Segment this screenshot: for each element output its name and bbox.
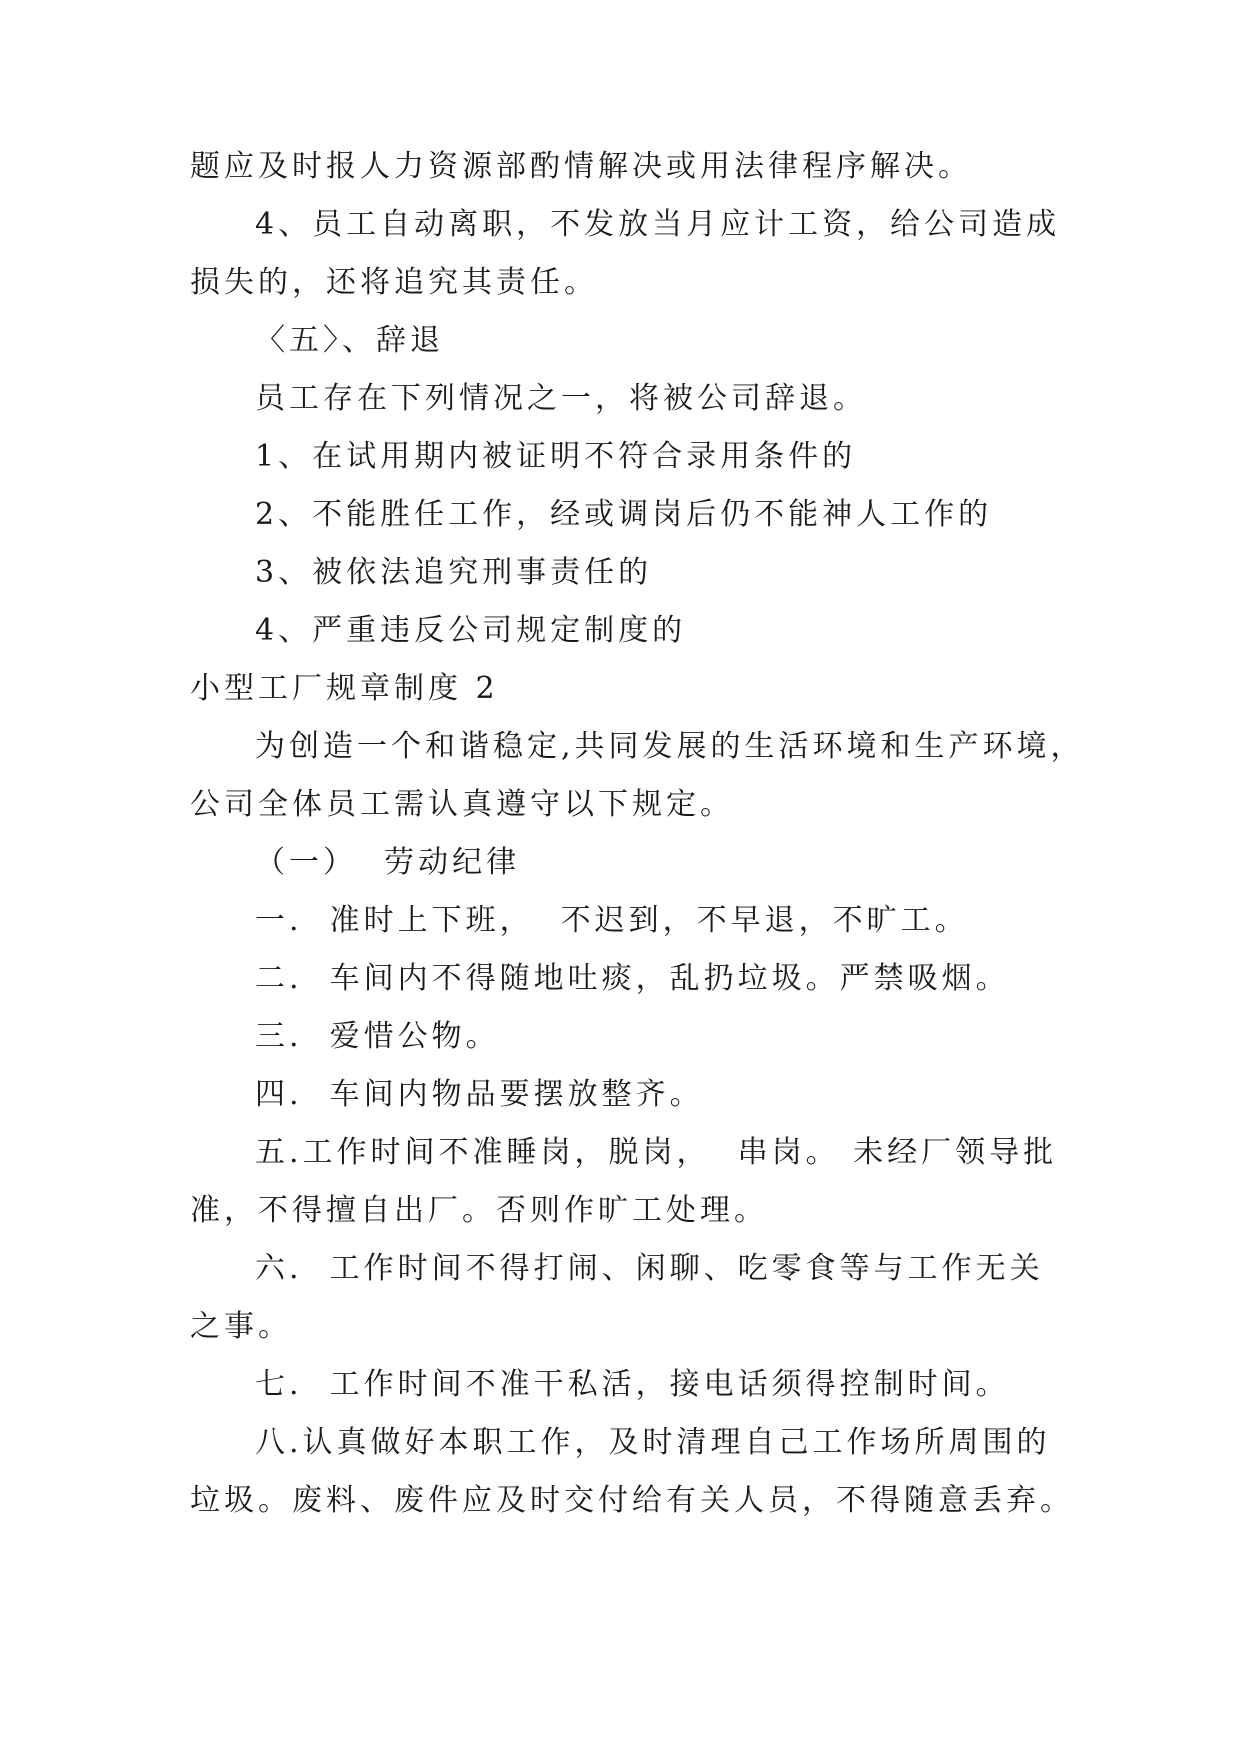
list-item: 六. 工作时间不得打闹、闲聊、吃零食等与工作无关 [255,1251,1044,1286]
document-title: 小型工厂规章制度 2 [190,671,499,706]
list-item: 一. 准时上下班， 不迟到，不早退，不旷工。 [255,903,969,938]
text-line: 员工存在下列情况之一，将被公司辞退。 [255,381,867,416]
list-item: 二. 车间内不得随地吐痰，乱扔垃圾。严禁吸烟。 [255,961,1010,996]
text-line: 公司全体员工需认真遵守以下规定。 [190,787,734,822]
list-item: 八.认真做好本职工作，及时清理自己工作场所周围的 [255,1425,1051,1460]
list-item: 3、被依法追究刑事责任的 [255,555,653,590]
list-item: 2、不能胜任工作，经或调岗后仍不能神人工作的 [255,497,993,532]
list-item: 三. 爱惜公物。 [255,1019,500,1054]
text-line: 垃圾。废料、废件应及时交付给有关人员，不得随意丢弃。 [190,1483,1074,1518]
text-line: 为创造一个和谐稳定,共同发展的生活环境和生产环境， [255,729,1085,764]
text-line: 损失的，还将追究其责任。 [190,265,598,300]
text-line: 4、员工自动离职，不发放当月应计工资，给公司造成 [255,207,1061,242]
list-item: 4、严重违反公司规定制度的 [255,613,687,648]
list-item: 四. 车间内物品要摆放整齐。 [255,1077,704,1112]
section-heading: 〈五〉、辞退 [255,323,444,358]
text-line: 题应及时报人力资源部酌情解决或用法律程序解决。 [190,149,972,184]
list-item: 1、在试用期内被证明不符合录用条件的 [255,439,857,474]
list-item: 五.工作时间不准睡岗，脱岗， 串岗。 未经厂领导批 [255,1135,1058,1170]
list-item: 七. 工作时间不准干私活，接电话须得控制时间。 [255,1367,1010,1402]
text-line: 之事。 [190,1309,292,1344]
text-line: 准，不得擅自出厂。否则作旷工处理。 [190,1193,768,1228]
section-heading: （一） 劳动纪律 [255,845,521,880]
